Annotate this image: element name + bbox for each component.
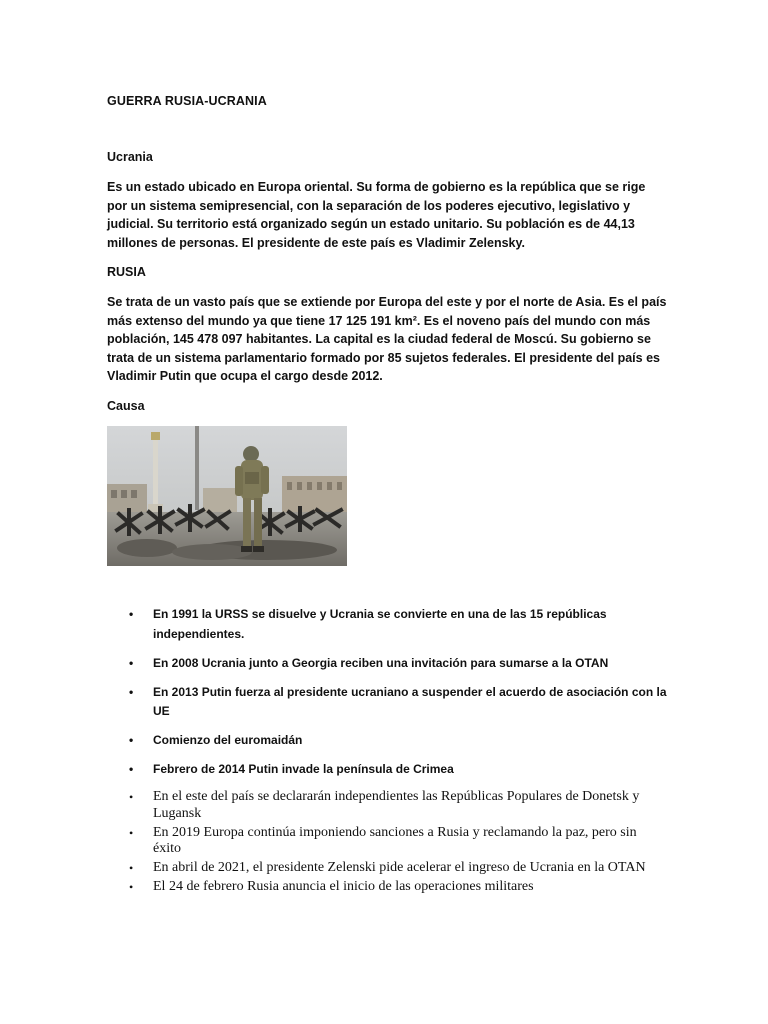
bullet-icon: • <box>129 825 134 840</box>
bullet-icon: • <box>129 607 134 621</box>
bullet-icon: • <box>129 762 134 776</box>
heading-rusia: RUSIA <box>107 265 146 279</box>
bullet-icon: • <box>129 684 134 699</box>
heading-causa: Causa <box>107 399 145 413</box>
photo-soldier-barricade-icon <box>107 426 347 566</box>
list-item: • El 24 de febrero Rusia anuncia el inicio de las operaciones militares <box>129 879 534 894</box>
heading-ucrania: Ucrania <box>107 150 153 164</box>
list-item: • En 2013 Putin fuerza al presidente ucraniano a suspender el acuerdo de asociación con la UE <box>129 684 667 718</box>
bullet-icon: • <box>129 880 134 894</box>
list-item: • Comienzo del euromaidán <box>107 731 667 751</box>
list-item: • En abril de 2021, el presidente Zelenski pide acelerar el ingreso de Ucrania en la OTAN <box>129 860 646 875</box>
bullet-icon: • <box>129 733 134 747</box>
bullet-icon: • <box>129 655 134 670</box>
bullet-icon: • <box>129 790 134 804</box>
list-item: • En 2019 Europa continúa imponiendo sanciones a Rusia y reclamando la paz, pero sin éxito <box>129 824 637 856</box>
paragraph-ucrania: Es un estado ubicado en Europa oriental. Su forma de gobierno es la república que se rige por un sistema semipresencial, con la separación de los poderes ejecutivo, legislativo y judicial. Su territorio está organizado según un estado unitario. Su población es de 44,13 millones de personas. El presidente de este país es Vladimir Zelensky. <box>107 180 646 250</box>
list-item: • En el este del país se declararán independientes las Repúblicas Populares de Donetsk y Lugansk <box>129 789 640 821</box>
soldier-photo <box>107 426 347 566</box>
bullet-icon: • <box>129 861 134 875</box>
paragraph-rusia: Se trata de un vasto país que se extiende por Europa del este y por el norte de Asia. Es el país más extenso del mundo ya que tiene 17 125 191 km². Es el noveno país del mundo con más población, 145 478 097 habitantes. La capital es la ciudad federal de Moscú. Su gobierno se trata de un sistema parlamentario formado por 85 sujetos federales. El presidente del país es Vladimir Putin que ocupa el cargo desde 2012. <box>107 295 667 383</box>
list-item: • Febrero de 2014 Putin invade la península de Crimea <box>107 760 667 780</box>
document-title: GUERRA RUSIA-UCRANIA <box>107 94 267 108</box>
causes-list <box>107 605 667 898</box>
list-item: • En 2008 Ucrania junto a Georgia reciben una invitación para sumarse a la OTAN <box>107 654 667 674</box>
list-item: • En 1991 la URSS se disuelve y Ucrania se convierte en una de las 15 repúblicas independientes. <box>129 607 607 641</box>
